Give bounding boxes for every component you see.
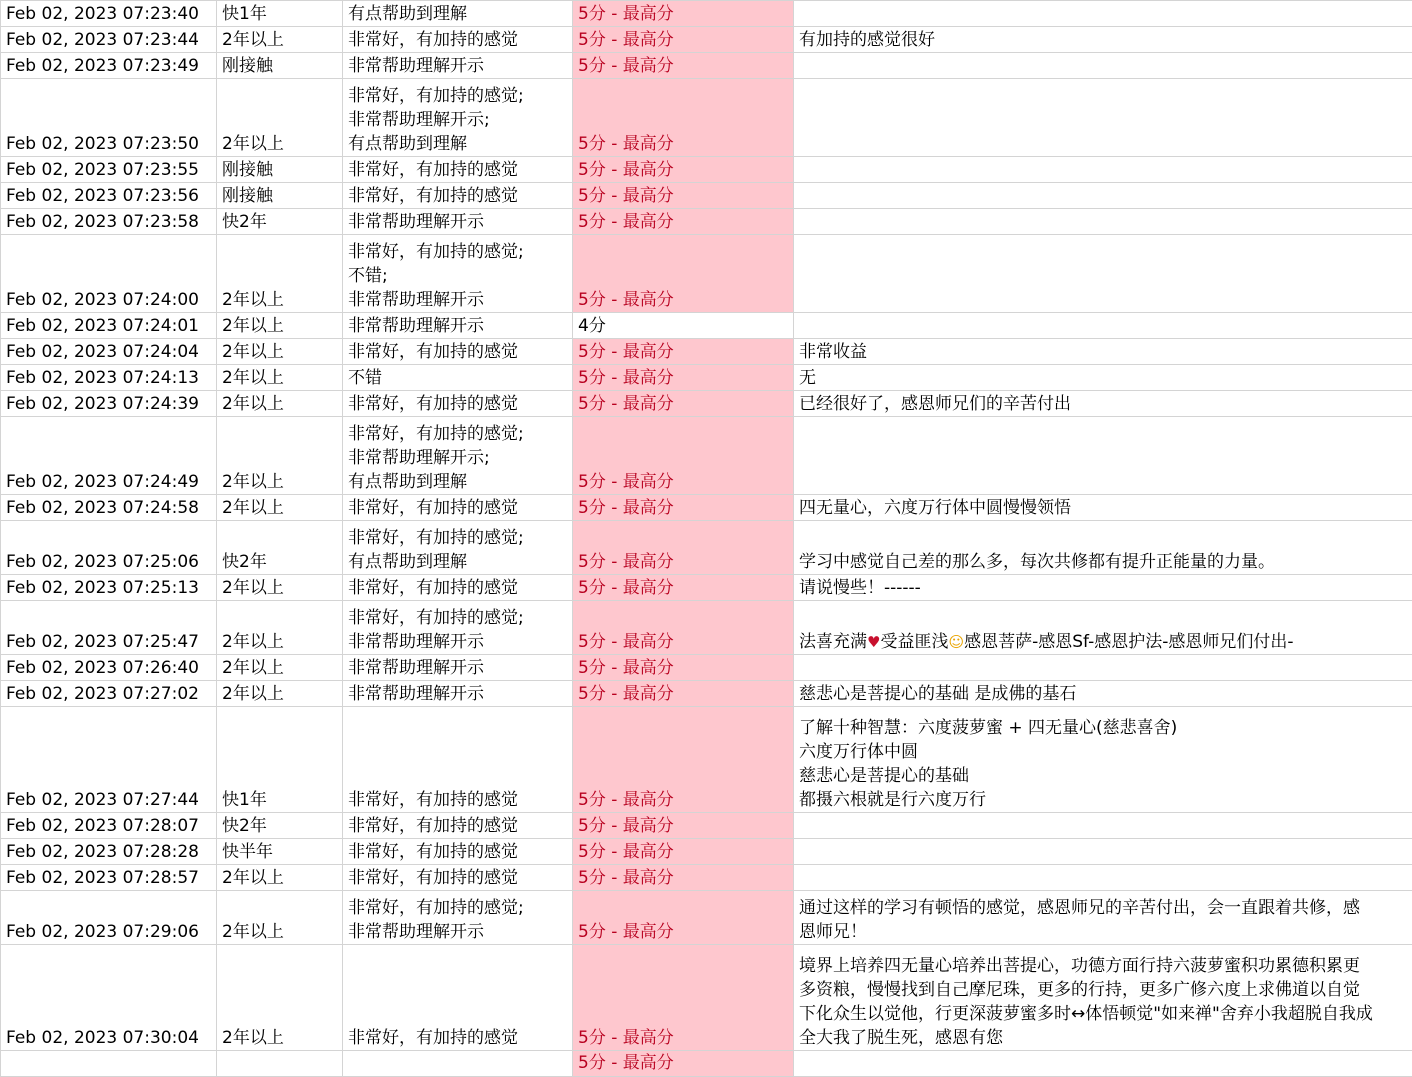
cell-score[interactable]: 5分 - 最高分 [573,79,794,157]
cell-comment[interactable] [794,183,1412,209]
table-row [1,655,1412,681]
table-row [1,183,1412,209]
winking-face-icon: ☺ [948,633,964,651]
cell-feeling[interactable]: 非常好，有加持的感觉 [343,813,573,839]
cell-timestamp[interactable]: Feb 02, 2023 07:24:13 [1,365,217,391]
cell-experience[interactable]: 快半年 [217,839,343,865]
cell-experience[interactable]: 快2年 [217,813,343,839]
cell-comment[interactable] [794,1051,1412,1077]
cell-timestamp[interactable]: Feb 02, 2023 07:23:40 [1,1,217,27]
cell-timestamp[interactable]: Feb 02, 2023 07:24:39 [1,391,217,417]
cell-comment[interactable] [794,313,1412,339]
cell-timestamp[interactable]: Feb 02, 2023 07:23:49 [1,53,217,79]
cell-feeling[interactable]: 非常好，有加持的感觉; 非常帮助理解开示; 有点帮助到理解 [343,79,573,157]
cell-score[interactable]: 5分 - 最高分 [573,865,794,891]
cell-timestamp[interactable]: Feb 02, 2023 07:24:00 [1,235,217,313]
cell-comment[interactable] [794,601,1412,655]
cell-score[interactable]: 5分 - 最高分 [573,183,794,209]
table-row [1,53,1412,79]
table-row [1,575,1412,601]
cell-score[interactable]: 5分 - 最高分 [573,575,794,601]
cell-experience[interactable]: 2年以上 [217,891,343,945]
cell-feeling[interactable]: 非常帮助理解开示 [343,655,573,681]
cell-timestamp[interactable]: Feb 02, 2023 07:24:04 [1,339,217,365]
cell-comment[interactable] [794,417,1412,495]
cell-feeling[interactable]: 非常好，有加持的感觉; 非常帮助理解开示 [343,891,573,945]
cell-score[interactable]: 5分 - 最高分 [573,521,794,575]
cell-experience[interactable]: 快1年 [217,1,343,27]
cell-comment[interactable] [794,53,1412,79]
cell-score[interactable]: 5分 - 最高分 [573,1051,794,1077]
cell-feeling[interactable]: 非常帮助理解开示 [343,53,573,79]
cell-timestamp[interactable]: Feb 02, 2023 07:29:06 [1,891,217,945]
cell-timestamp[interactable]: Feb 02, 2023 07:27:02 [1,681,217,707]
cell-comment[interactable] [794,865,1412,891]
cell-feeling[interactable]: 非常好，有加持的感觉 [343,575,573,601]
cell-experience[interactable]: 2年以上 [217,79,343,157]
cell-timestamp[interactable]: Feb 02, 2023 07:30:04 [1,945,217,1051]
cell-feeling[interactable]: 非常好，有加持的感觉 [343,865,573,891]
table-row [1,339,1412,365]
cell-experience[interactable]: 2年以上 [217,365,343,391]
table-row [1,839,1412,865]
table-row [1,707,1412,813]
cell-feeling[interactable]: 非常好，有加持的感觉 [343,839,573,865]
cell-score[interactable]: 5分 - 最高分 [573,209,794,235]
cell-feeling[interactable] [343,1051,573,1077]
cell-experience[interactable]: 2年以上 [217,601,343,655]
cell-timestamp[interactable]: Feb 02, 2023 07:25:47 [1,601,217,655]
cell-score[interactable]: 5分 - 最高分 [573,839,794,865]
cell-score[interactable]: 5分 - 最高分 [573,495,794,521]
cell-score[interactable]: 5分 - 最高分 [573,681,794,707]
cell-experience[interactable]: 2年以上 [217,945,343,1051]
table-row [1,891,1412,945]
cell-experience[interactable]: 2年以上 [217,495,343,521]
cell-comment[interactable] [794,813,1412,839]
cell-comment[interactable]: 无 [794,365,1412,391]
cell-timestamp[interactable]: Feb 02, 2023 07:28:28 [1,839,217,865]
cell-experience[interactable]: 刚接触 [217,183,343,209]
cell-comment[interactable] [794,1,1412,27]
cell-feeling[interactable]: 非常好，有加持的感觉 [343,157,573,183]
cell-score[interactable]: 4分 [573,313,794,339]
cell-feeling[interactable]: 非常好，有加持的感觉 [343,495,573,521]
cell-feeling[interactable]: 不错 [343,365,573,391]
table-row [1,27,1412,53]
table-row [1,521,1412,575]
cell-comment[interactable]: 请说慢些！------ [794,575,1412,601]
cell-score[interactable]: 5分 - 最高分 [573,655,794,681]
table-row [1,235,1412,313]
cell-timestamp[interactable]: Feb 02, 2023 07:24:58 [1,495,217,521]
comment-text: 感恩菩萨-感恩Sf-感恩护法-感恩师兄们付出- [964,632,1293,652]
cell-experience[interactable]: 2年以上 [217,235,343,313]
cell-timestamp[interactable]: Feb 02, 2023 07:24:01 [1,313,217,339]
cell-score[interactable]: 5分 - 最高分 [573,53,794,79]
cell-experience[interactable] [217,1051,343,1077]
cell-score[interactable]: 5分 - 最高分 [573,339,794,365]
table-row [1,157,1412,183]
table-row [1,209,1412,235]
cell-comment[interactable] [794,79,1412,157]
cell-experience[interactable]: 刚接触 [217,157,343,183]
cell-timestamp[interactable]: Feb 02, 2023 07:25:06 [1,521,217,575]
cell-score[interactable]: 5分 - 最高分 [573,707,794,813]
cell-experience[interactable]: 快2年 [217,521,343,575]
cell-experience[interactable]: 2年以上 [217,681,343,707]
cell-timestamp[interactable]: Feb 02, 2023 07:28:57 [1,865,217,891]
cell-timestamp[interactable]: Feb 02, 2023 07:23:58 [1,209,217,235]
cell-feeling[interactable]: 有点帮助到理解 [343,1,573,27]
cell-experience[interactable]: 刚接触 [217,53,343,79]
table-row [1,681,1412,707]
cell-experience[interactable]: 2年以上 [217,313,343,339]
cell-feeling[interactable]: 非常帮助理解开示 [343,681,573,707]
cell-feeling[interactable]: 非常好，有加持的感觉; 非常帮助理解开示; 有点帮助到理解 [343,417,573,495]
cell-timestamp[interactable]: Feb 02, 2023 07:25:13 [1,575,217,601]
cell-timestamp[interactable]: Feb 02, 2023 07:28:07 [1,813,217,839]
cell-feeling[interactable]: 非常好，有加持的感觉; 不错; 非常帮助理解开示 [343,235,573,313]
cell-score[interactable]: 5分 - 最高分 [573,601,794,655]
cell-comment[interactable] [794,839,1412,865]
cell-feeling[interactable]: 非常好，有加持的感觉 [343,945,573,1051]
cell-score[interactable]: 5分 - 最高分 [573,27,794,53]
table-row [1,417,1412,495]
cell-comment[interactable] [794,235,1412,313]
cell-experience[interactable]: 2年以上 [217,865,343,891]
cell-timestamp[interactable]: Feb 02, 2023 07:27:44 [1,707,217,813]
cell-experience[interactable]: 2年以上 [217,339,343,365]
cell-comment[interactable]: 境界上培养四无量心培养出菩提心，功德方面行持六菠萝蜜积功累德积累更 多资粮，慢慢找到自己摩尼珠，更多的行持，更多广修六度上求佛道以自觉 下化众生以觉他，行更深菠萝蜜多时↔体悟顿觉"如来禅"舍弃小我超脱自我成 全大我了脱生死，感恩有您 [794,945,1412,1051]
cell-timestamp[interactable] [1,1051,217,1077]
cell-feeling[interactable]: 非常好，有加持的感觉; 有点帮助到理解 [343,521,573,575]
cell-experience[interactable]: 快2年 [217,209,343,235]
table-row [1,1051,1412,1077]
cell-comment[interactable]: 学习中感觉自己差的那么多，每次共修都有提升正能量的力量。 [794,521,1412,575]
table-row [1,391,1412,417]
heart-icon: ♥ [867,633,880,651]
cell-timestamp[interactable]: Feb 02, 2023 07:26:40 [1,655,217,681]
table-row [1,365,1412,391]
cell-feeling[interactable]: 非常帮助理解开示 [343,209,573,235]
cell-comment[interactable]: 已经很好了，感恩师兄们的辛苦付出 [794,391,1412,417]
cell-score[interactable]: 5分 - 最高分 [573,157,794,183]
cell-comment[interactable]: 慈悲心是菩提心的基础 是成佛的基石 [794,681,1412,707]
cell-experience[interactable]: 2年以上 [217,575,343,601]
cell-feeling[interactable]: 非常好，有加持的感觉; 非常帮助理解开示 [343,601,573,655]
cell-score[interactable]: 5分 - 最高分 [573,813,794,839]
cell-comment[interactable]: 有加持的感觉很好 [794,27,1412,53]
cell-experience[interactable]: 2年以上 [217,417,343,495]
table-row [1,313,1412,339]
cell-comment[interactable]: 四无量心，六度万行体中圆慢慢领悟 [794,495,1412,521]
table-row [1,601,1412,655]
cell-experience[interactable]: 快1年 [217,707,343,813]
cell-score[interactable]: 5分 - 最高分 [573,417,794,495]
comment-text: 受益匪浅 [880,632,948,652]
cell-timestamp[interactable]: Feb 02, 2023 07:23:50 [1,79,217,157]
cell-score[interactable]: 5分 - 最高分 [573,365,794,391]
table-row [1,945,1412,1051]
cell-score[interactable]: 5分 - 最高分 [573,1,794,27]
cell-timestamp[interactable]: Feb 02, 2023 07:24:49 [1,417,217,495]
cell-feeling[interactable]: 非常好，有加持的感觉 [343,183,573,209]
cell-feeling[interactable]: 非常好，有加持的感觉 [343,391,573,417]
cell-score[interactable]: 5分 - 最高分 [573,945,794,1051]
cell-score[interactable]: 5分 - 最高分 [573,235,794,313]
table-row [1,79,1412,157]
cell-comment[interactable]: 非常收益 [794,339,1412,365]
table-row [1,813,1412,839]
cell-feeling[interactable]: 非常好，有加持的感觉 [343,339,573,365]
cell-feeling[interactable]: 非常好，有加持的感觉 [343,27,573,53]
cell-experience[interactable]: 2年以上 [217,27,343,53]
cell-timestamp[interactable]: Feb 02, 2023 07:23:55 [1,157,217,183]
cell-comment[interactable] [794,209,1412,235]
cell-experience[interactable]: 2年以上 [217,655,343,681]
cell-comment[interactable] [794,655,1412,681]
comment-text: 法喜充满 [799,632,867,652]
cell-score[interactable]: 5分 - 最高分 [573,891,794,945]
table-row [1,865,1412,891]
cell-comment[interactable]: 了解十种智慧：六度菠萝蜜 + 四无量心(慈悲喜舍) 六度万行体中圆 慈悲心是菩提心的基础 都摄六根就是行六度万行 [794,707,1412,813]
cell-timestamp[interactable]: Feb 02, 2023 07:23:44 [1,27,217,53]
cell-comment[interactable] [794,157,1412,183]
cell-experience[interactable]: 2年以上 [217,391,343,417]
table-row [1,1,1412,27]
cell-feeling[interactable]: 非常帮助理解开示 [343,313,573,339]
table-row [1,495,1412,521]
cell-score[interactable]: 5分 - 最高分 [573,391,794,417]
cell-feeling[interactable]: 非常好，有加持的感觉 [343,707,573,813]
cell-timestamp[interactable]: Feb 02, 2023 07:23:56 [1,183,217,209]
cell-comment[interactable]: 通过这样的学习有顿悟的感觉，感恩师兄的辛苦付出，会一直跟着共修，感 恩师兄！ [794,891,1412,945]
